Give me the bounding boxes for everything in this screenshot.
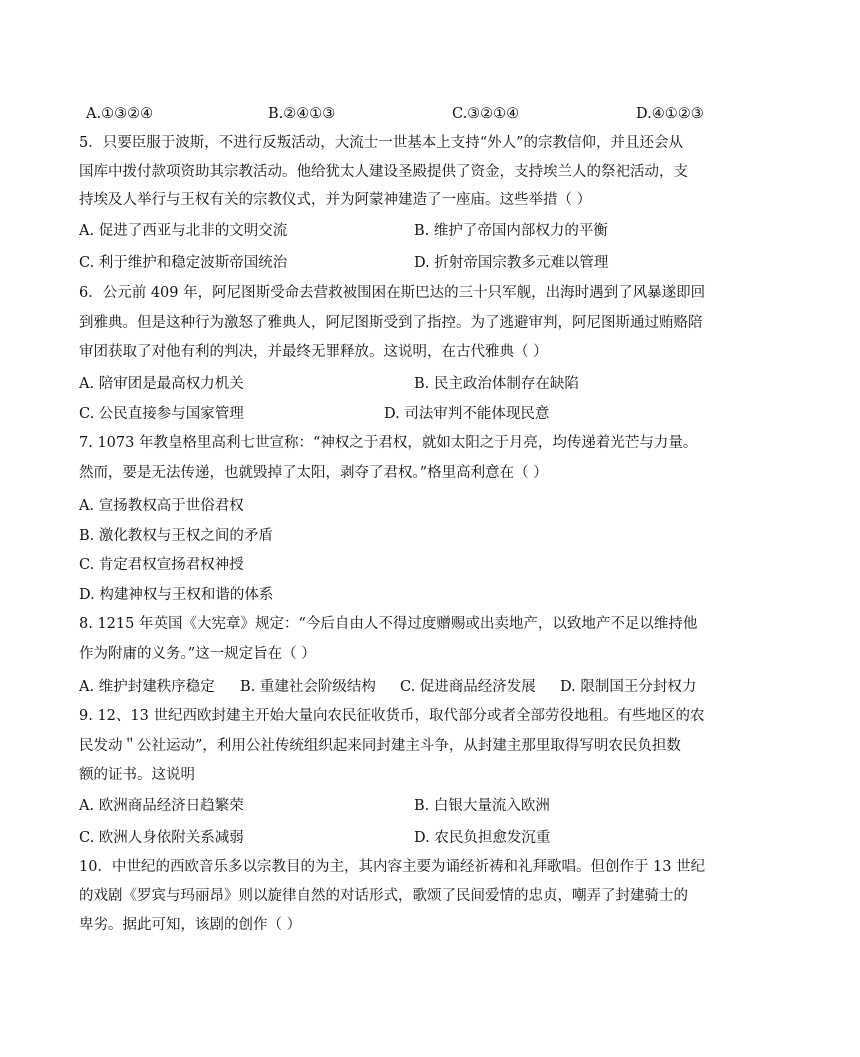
question-6-line-2: 到雅典。但是这种行为激怒了雅典人，阿尼图斯受到了指控。为了逃避审判，阿尼图斯通过贿赂陪 xyxy=(79,315,703,331)
question-7-line-1: 7. 1073 年教皇格里高利七世宣称：“神权之于君权，就如太阳之于月亮，均传递着光芒与力量。 xyxy=(79,435,698,451)
question-6-option-a: A. 陪审团是最高权力机关 xyxy=(79,376,244,392)
option-a: A.①③②④ xyxy=(86,106,154,122)
question-8-option-c: C. 促进商品经济发展 xyxy=(400,679,536,695)
question-6-option-d: D. 司法审判不能体现民意 xyxy=(384,406,550,422)
question-5-option-c: C. 利于维护和稳定波斯帝国统治 xyxy=(79,255,288,271)
question-9-option-b: B. 白银大量流入欧洲 xyxy=(414,798,550,814)
question-9-line-3: 额的证书。这说明 xyxy=(79,767,195,783)
question-5-option-b: B. 维护了帝国内部权力的平衡 xyxy=(414,223,608,239)
option-c: C.③②①④ xyxy=(452,106,520,122)
question-7-option-d: D. 构建神权与王权和谐的体系 xyxy=(79,587,274,603)
question-5-line-3: 持埃及人举行与王权有关的宗教仪式，并为阿蒙神建造了一座庙。这些举措（ ） xyxy=(79,192,592,208)
option-b: B.②④①③ xyxy=(268,106,336,122)
question-8-option-a: A. 维护封建秩序稳定 xyxy=(79,679,215,695)
question-6-option-b: B. 民主政治体制存在缺陷 xyxy=(414,376,579,392)
question-8-option-d: D. 限制国王分封权力 xyxy=(560,679,697,695)
question-7-option-b: B. 激化教权与王权之间的矛盾 xyxy=(79,528,273,544)
question-10-line-3: 卑劣。据此可知，该剧的创作（ ） xyxy=(79,917,302,933)
question-5-line-2: 国库中拨付款项资助其宗教活动。他给犹太人建设圣殿提供了资金，支持埃兰人的祭祀活动，支 xyxy=(79,164,688,180)
question-9-line-2: 民发动＂公社运动”，利用公社传统组织起来同封建主斗争，从封建主那里取得写明农民负担数 xyxy=(79,738,681,754)
question-8-line-1: 8. 1215 年英国《大宪章》规定：“今后自由人不得过度赠赐或出卖地产，以致地产不足以维持他 xyxy=(79,616,698,632)
question-9-line-1: 9. 12、13 世纪西欧封建主开始大量向农民征收货币，取代部分或者全部劳役地租。有些地区的农 xyxy=(79,708,705,724)
question-7-line-2: 然而，要是无法传递，也就毁掉了太阳，剥夺了君权。”格里高利意在（ ） xyxy=(79,465,548,481)
question-9-option-c: C. 欧洲人身依附关系减弱 xyxy=(79,830,244,846)
question-9-option-d: D. 农民负担愈发沉重 xyxy=(414,830,551,846)
question-10-line-2: 的戏剧《罗宾与玛丽昂》则以旋律自然的对话形式，歌颂了民间爱情的忠贞，嘲弄了封建骑士的 xyxy=(79,888,688,904)
question-7-option-c: C. 肯定君权宣扬君权神授 xyxy=(79,557,244,573)
question-7-option-a: A. 宣扬教权高于世俗君权 xyxy=(79,498,244,514)
question-6-option-c: C. 公民直接参与国家管理 xyxy=(79,406,244,422)
question-6-line-3: 审团获取了对他有利的判决，并最终无罪释放。这说明，在古代雅典（ ） xyxy=(79,344,548,360)
question-6-line-1: 6．公元前 409 年，阿尼图斯受命去营救被围困在斯巴达的三十只军舰，出海时遇到了风暴遂即回 xyxy=(79,285,706,301)
question-5-option-d: D. 折射帝国宗教多元难以管理 xyxy=(414,255,609,271)
option-d: D.④①②③ xyxy=(636,106,704,122)
question-5-line-1: 5．只要臣服于波斯，不进行反叛活动，大流士一世基本上支持“外人”的宗教信仰，并且还会从 xyxy=(79,135,684,151)
question-5-option-a: A. 促进了西亚与北非的文明交流 xyxy=(79,223,288,239)
question-10-line-1: 10．中世纪的西欧音乐多以宗教目的为主，其内容主要为诵经祈祷和礼拜歌唱。但创作于 13 世纪 xyxy=(79,859,706,875)
question-9-option-a: A. 欧洲商品经济日趋繁荣 xyxy=(79,798,244,814)
question-8-option-b: B. 重建社会阶级结构 xyxy=(240,679,376,695)
question-8-line-2: 作为附庸的义务。”这一规定旨在（ ） xyxy=(79,646,316,662)
